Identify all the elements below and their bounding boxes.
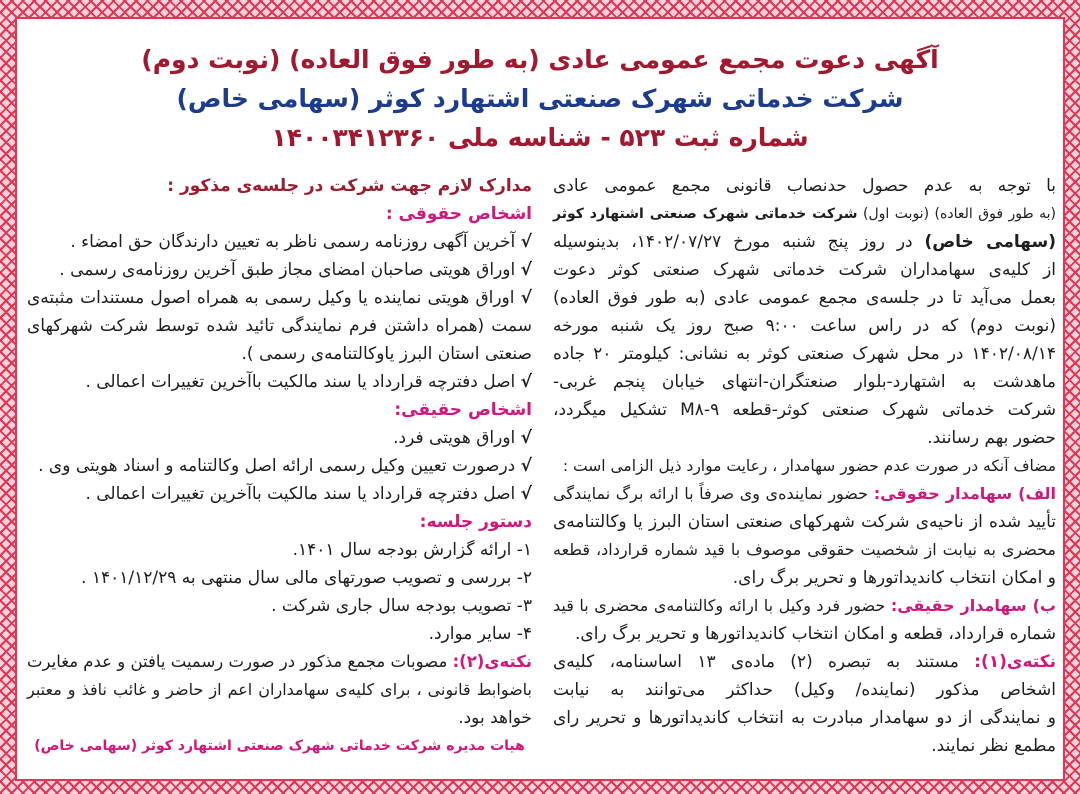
natural-shareholder-label: ب) سهامدار حقیقی: [890, 596, 1057, 615]
notice-header [17, 40, 1063, 157]
requirement-text: اوراق هویتی صاحبان امضای مجاز طبق آخرین روزنامه‌ی رسمی . [59, 260, 516, 280]
company-type-inline: (سهامی خاص) [924, 232, 1056, 252]
invitation-line [553, 228, 1056, 256]
invitation-line: ۱۴۰۲/۰۸/۱۴ در محل شهرک صنعتی کوثر به نشانی: کیلومتر ۲۰ جاده [553, 344, 1056, 364]
requirement-text: آخرین آگهی روزنامه رسمی ناظر به تعیین دارندگان حق امضاء . [70, 232, 516, 252]
legal-shareholder-text: حضور نماینده‌ی وی صرفاً با ارائه برگ نمایندگی [553, 484, 869, 503]
requirement-text: درصورت تعیین وکیل رسمی ارائه اصل وکالتنامه و اسناد هویتی وی . [38, 456, 516, 476]
invitation-line: از کلیه‌ی سهامداران شرکت خدماتی شهرک صنعتی کوثر دعوت [553, 260, 1056, 280]
legal-shareholder-label: الف) سهامدار حقوقی: [873, 484, 1056, 503]
invitation-text: (به طور فوق العاده) (نوبت اول) [863, 206, 1056, 222]
invitation-line: شرکت خدماتی شهرک صنعتی کوثر-قطعه ۹-M۸ تشکیل میگردد، [553, 400, 1056, 420]
invitation-line: با توجه به عدم حصول حدنصاب قانونی مجمع عمومی عادی [553, 176, 1056, 196]
check-mark-icon: √ [520, 484, 532, 504]
natural-shareholder-line [553, 592, 1056, 620]
requirement-item [27, 452, 532, 480]
company-name-inline: شرکت خدماتی شهرک صنعتی اشتهارد کوثر [553, 206, 858, 222]
note1-line [553, 648, 1056, 676]
natural-shareholder-line: شماره قرارداد، قطعه و امکان انتخاب کاندیداتورها و تحریر برگ رای. [575, 624, 1056, 644]
requirements-heading: مدارک لازم جهت شرکت در جلسه‌ی مذکور : [167, 176, 532, 196]
note2-line: خواهد بود. [458, 708, 532, 728]
requirements-column [27, 172, 532, 760]
legal-shareholder-line: تأیید شده از ناحیه‌ی شرکت شهرکهای صنعتی استان البرز یا وکالتنامه‌ی [553, 512, 1056, 532]
invitation-line [553, 200, 1056, 228]
board-signature: هیات مدیره شرکت خدماتی شهرک صنعتی اشتهارد کوثر (سهامی خاص) [34, 738, 525, 754]
requirement-item [27, 424, 532, 452]
note2-text: مصوبات مجمع مذکور در صورت رسمیت یافتن و عدم مغایرت [26, 652, 448, 671]
requirement-item [27, 256, 532, 284]
check-mark-icon: √ [520, 260, 532, 280]
check-mark-icon: √ [520, 288, 532, 308]
requirement-item [27, 228, 532, 256]
requirement-item [27, 284, 532, 312]
company-name: شرکت خدماتی شهرک صنعتی اشتهارد کوثر (سهامی خاص) [176, 84, 904, 113]
conditions-intro: مضاف آنکه در صورت عدم حضور سهامدار ، رعایت موارد ذیل الزامی است : [562, 457, 1056, 475]
check-mark-icon: √ [520, 456, 532, 476]
note2-line: باضوابط قانونی ، برای کلیه‌ی سهامداران اعم از حاضر و غائب نافذ و معتبر [27, 680, 532, 699]
agenda-heading: دستور جلسه: [419, 512, 532, 532]
note2-label: نکته‌ی(۲): [452, 652, 532, 671]
note2-line [27, 648, 532, 676]
requirement-item-continued: صنعتی استان البرز یاوکالتنامه‌ی رسمی ). [241, 344, 532, 364]
legal-shareholder-line: و امکان انتخاب کاندیداتورها و تحریر برگ رای. [732, 568, 1056, 588]
legal-shareholder-line [553, 480, 1056, 508]
agenda-item: ۴- سایر موارد. [428, 624, 532, 644]
registration-info: شماره ثبت ۵۲۳ - شناسه ملی ۱۴۰۰۳۴۱۲۳۶۰ [271, 123, 809, 152]
note1-line: و نمایندگی از دو سهامدار مبادرت به انتخاب کاندیداتورها و تحریر رای [553, 708, 1056, 728]
check-mark-icon: √ [520, 428, 532, 448]
requirement-text: اصل دفترچه قرارداد یا سند مالکیت باآخرین تغییرات اعمالی . [85, 484, 516, 504]
natural-persons-heading: اشخاص حقیقی: [394, 400, 532, 420]
invitation-line: (نوبت دوم) که در راس ساعت ۹:۰۰ صبح روز یک شنبه مورخه [553, 316, 1056, 336]
requirement-item [27, 480, 532, 508]
note1-line: مطمع نظر نمایند. [931, 736, 1056, 756]
invitation-line: حضور بهم رسانند. [927, 428, 1056, 448]
requirement-text: اوراق هویتی فرد. [393, 428, 516, 448]
invitation-line: بعمل می‌آید تا در جلسه‌ی مجمع عمومی عادی (به طور فوق العاده) [553, 288, 1056, 308]
check-mark-icon: √ [520, 372, 532, 392]
invitation-column [553, 172, 1056, 760]
requirement-item [27, 368, 532, 396]
note1-label: نکته‌ی(۱): [974, 652, 1056, 672]
requirement-text: اوراق هویتی نماینده یا وکیل رسمی به همراه اصول مستندات مثبته‌ی [27, 288, 515, 308]
legal-shareholder-line: محضری به نیابت از شخصیت حقوقی موصوف با قید شماره قرارداد، قطعه [553, 540, 1056, 559]
requirement-item-continued: سمت (همراه داشتن فرم نمایندگی تائید شده توسط شرکت شهرکهای [27, 316, 532, 336]
agenda-item: ۱- ارائه گزارش بودجه سال ۱۴۰۱. [292, 540, 532, 560]
requirement-text: اصل دفترچه قرارداد یا سند مالکیت باآخرین تغییرات اعمالی . [85, 372, 516, 392]
agenda-item: ۲- بررسی و تصویب صورتهای مالی سال منتهی به ۱۴۰۱/۱۲/۲۹ . [81, 568, 532, 588]
note1-text: مستند به تبصره (۲) ماده‌ی ۱۳ اساسنامه، کلیه‌ی [553, 652, 959, 672]
invitation-text: در روز پنج شنبه مورخ ۱۴۰۲/۰۷/۲۷، بدینوسیله [553, 232, 913, 252]
check-mark-icon: √ [520, 232, 532, 252]
invitation-line: ماهدشت به اشتهارد-بلوار صنعتگران-انتهای خیابان پنجم غربی- [553, 372, 1056, 392]
note1-line: اشخاص مذکور (نماینده/ وکیل) حداکثر می‌توانند به نیابت [553, 680, 1056, 700]
agenda-item: ۳- تصویب بودجه سال جاری شرکت . [271, 596, 532, 616]
notice-title: آگهی دعوت مجمع عمومی عادی (به طور فوق العاده) (نوبت دوم) [141, 45, 939, 74]
natural-shareholder-text: حضور فرد وکیل با ارائه وکالتنامه‌ی محضری با قید [553, 596, 886, 615]
legal-persons-heading: اشخاص حقوقی : [385, 204, 532, 224]
